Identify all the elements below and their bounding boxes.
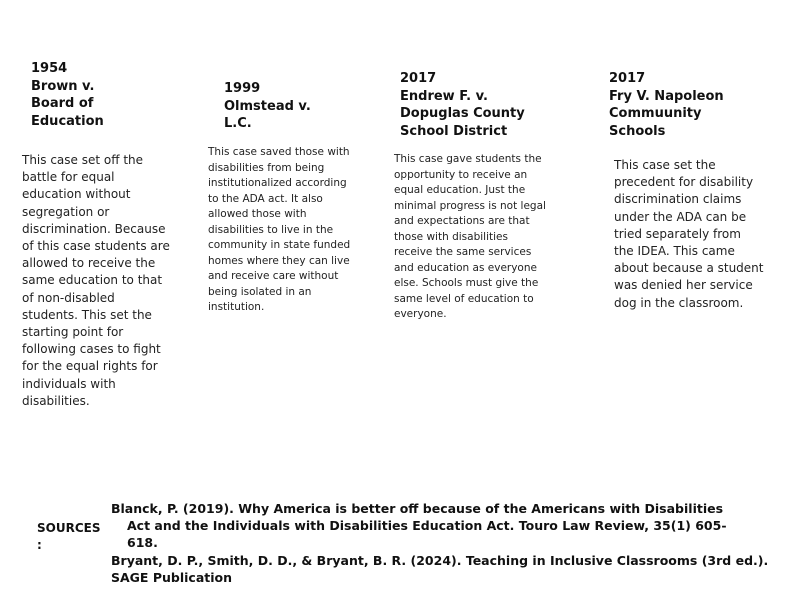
case-title: 2017 Endrew F. v. Dopuglas County School District (400, 71, 525, 139)
citation-line: Act and the Individuals with Disabilities Education Act. Touro Law Review, 35(1) 605-618. (127, 518, 727, 550)
case-description: This case set the precedent for disability discrimination claims under the ADA can be tried separately from the IDEA. This came about because a student was denied her service dog in the classroom. (614, 158, 764, 310)
case-endrew-f (394, 70, 570, 320)
case-title: 2017 Fry V. Napoleon Commuunity Schools (609, 71, 724, 139)
case-olmstead-v-lc (208, 80, 364, 313)
case-title: 1999 Olmstead v. L.C. (224, 81, 311, 131)
source-citation: Bryant, D. P., Smith, D. D., & Bryant, B. R. (2024). Teaching in Inclusive Classrooms (3rd ed.). SAGE Publication (111, 553, 769, 585)
case-description: This case gave students the opportunity to receive an equal education. Just the minimal progress is not legal and expectations are that those with disabilities receive the same services and education as everyone else. Schools must give the same level of education to everyone. (394, 153, 546, 320)
case-description: This case set off the battle for equal education without segregation or discrimination. Because of this case students are allowed to receive the same education to that of non-disabled students. This set the starting point for following cases to fight for the equal rights for individuals with disabilities. (22, 153, 170, 408)
case-title: 1954 Brown v. Board of Education (31, 61, 104, 129)
citation-line: Blanck, P. (2019). Why America is better off because of the Americans with Disabilities (111, 501, 724, 516)
sources-label: SOURCES : (37, 521, 101, 552)
case-description: This case saved those with disabilities from being institutionalized according to the ADA act. It also allowed those with disabilities to live in the community in state funded homes where they can live and receive care without being isolated in an institution. (208, 146, 351, 313)
case-brown-v-board (22, 60, 170, 408)
case-fry-v-napoleon (609, 70, 764, 310)
source-citation (111, 500, 751, 551)
